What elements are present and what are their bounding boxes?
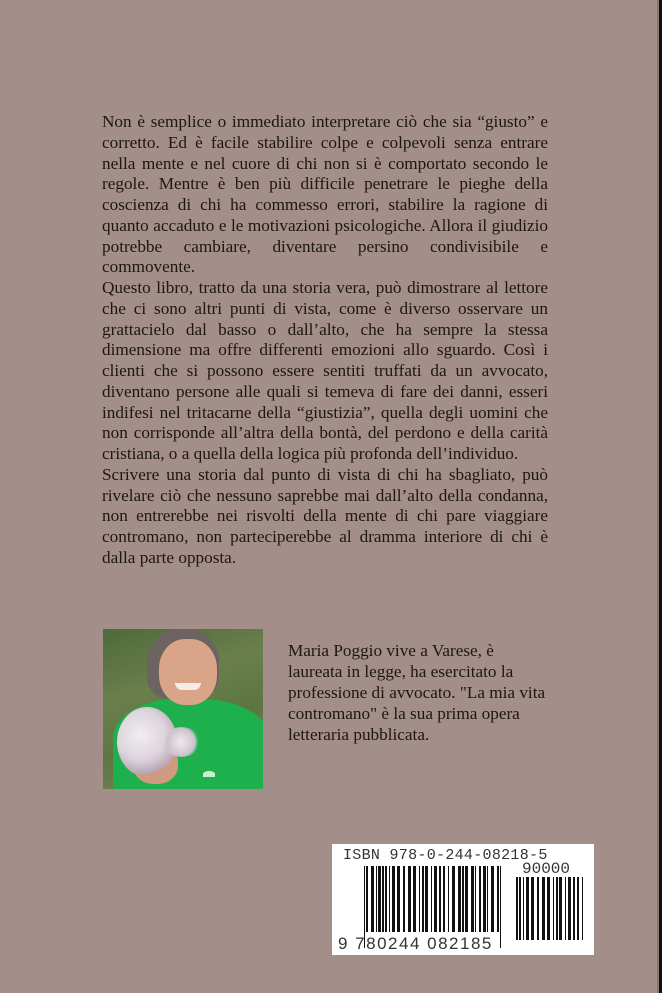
barcode-bar <box>565 877 566 940</box>
barcode-bar <box>497 866 499 932</box>
barcode-bar <box>582 877 583 940</box>
barcode-bar <box>519 877 521 940</box>
barcode-bar <box>553 877 554 940</box>
barcode-bar <box>371 866 374 932</box>
barcode-bar <box>431 866 432 932</box>
barcode-bar <box>408 866 411 932</box>
barcode-bar <box>479 866 481 932</box>
barcode-bar <box>397 866 400 932</box>
barcode-bar <box>419 866 420 932</box>
barcode-bar <box>483 866 486 932</box>
blurb-paragraph-1: Non è semplice o immediato interpretare ciò che sia “giusto” e corretto. Ed è facile stabilire colpe e colpevoli senza entrare nella mente e nel cuore di chi non si è comportato secondo le regole. Mentre è ben più difficile penetrare le pieghe della coscienza di chi ha commesso errori, stabilire la ragione di quanto accaduto e le motivazioni psicologiche. Allora il giudizio potrebbe cambiare, diventare persino condivisibile e commovente. <box>102 112 548 277</box>
barcode-bar <box>422 866 424 932</box>
barcode-bar <box>382 866 384 932</box>
barcode-bar <box>425 866 428 932</box>
barcode-bar <box>547 877 550 940</box>
barcode-bar <box>559 877 562 940</box>
price-code: 90000 <box>522 860 571 878</box>
barcode-bar <box>413 866 416 932</box>
barcode-bar <box>568 877 571 940</box>
author-photo <box>103 629 263 789</box>
author-bio: Maria Poggio vive a Varese, è laureata in legge, ha esercitato la professione di avvocato. "La mia vita contromano" è la sua prima opera letteraria pubblicata. <box>288 641 546 744</box>
barcode-bar <box>531 877 534 940</box>
barcode-digits: 9 780244 082185 <box>338 934 493 953</box>
barcode-bar <box>452 866 455 932</box>
barcode-bar <box>403 866 405 932</box>
barcode-bar <box>465 866 468 932</box>
barcode-bar <box>556 877 558 940</box>
isbn-label: ISBN 978-0-244-08218-5 <box>343 847 548 864</box>
barcode-bar <box>500 866 501 948</box>
barcode-bar <box>378 866 381 932</box>
barcode-bar <box>385 866 387 932</box>
barcode-bar <box>376 866 377 932</box>
barcode-bar <box>523 877 524 940</box>
barcode-bar <box>443 866 445 932</box>
barcode-bar <box>577 877 579 940</box>
back-cover-blurb <box>102 112 548 569</box>
barcode-bar <box>491 866 494 932</box>
barcode-bar <box>526 877 529 940</box>
isbn-barcode <box>332 844 594 955</box>
barcode-bar <box>471 866 474 932</box>
barcode-bar <box>537 877 539 940</box>
barcode-bar <box>392 866 395 932</box>
barcode-bar <box>434 866 437 932</box>
barcode-bar <box>448 866 449 932</box>
barcode-bar <box>487 866 488 932</box>
barcode-bar <box>516 877 518 940</box>
barcode-bar <box>366 866 368 932</box>
barcode-bar <box>542 877 545 940</box>
barcode-bar <box>458 866 461 932</box>
barcode-bar <box>439 866 441 932</box>
barcode-bar <box>462 866 464 932</box>
blurb-paragraph-3: Scrivere una storia dal punto di vista di chi ha sbagliato, può rivelare ciò che nessuno saprebbe mai dall’alto della condanna, non entrerebbe nei risvolti della mente di chi pare viaggiare contromano, non parteciperebbe al dramma interiore di chi è dalla parte opposta. <box>102 464 548 567</box>
barcode-bar <box>573 877 575 940</box>
barcode-bar <box>389 866 390 932</box>
barcode-bar <box>475 866 476 932</box>
blurb-paragraph-2: Questo libro, tratto da una storia vera, può dimostrare al lettore che ci sono altri punti di vista, come è diverso osservare un grattacielo dal basso o dall’alto, che ha sempre la stessa dimensione ma offre differenti emozioni allo sguardo. Così i clienti che si possono essere sentiti truffati da un avvocato, diventano persone alle quali si temeva di fare dei danni, esseri indifesi nel tritacarne della “giustizia”, quella degli uomini che non corrisponde all’altra della bontà, del perdono e della carità cristiana, o a quella della logica più profonda dell’individuo. <box>102 278 548 463</box>
